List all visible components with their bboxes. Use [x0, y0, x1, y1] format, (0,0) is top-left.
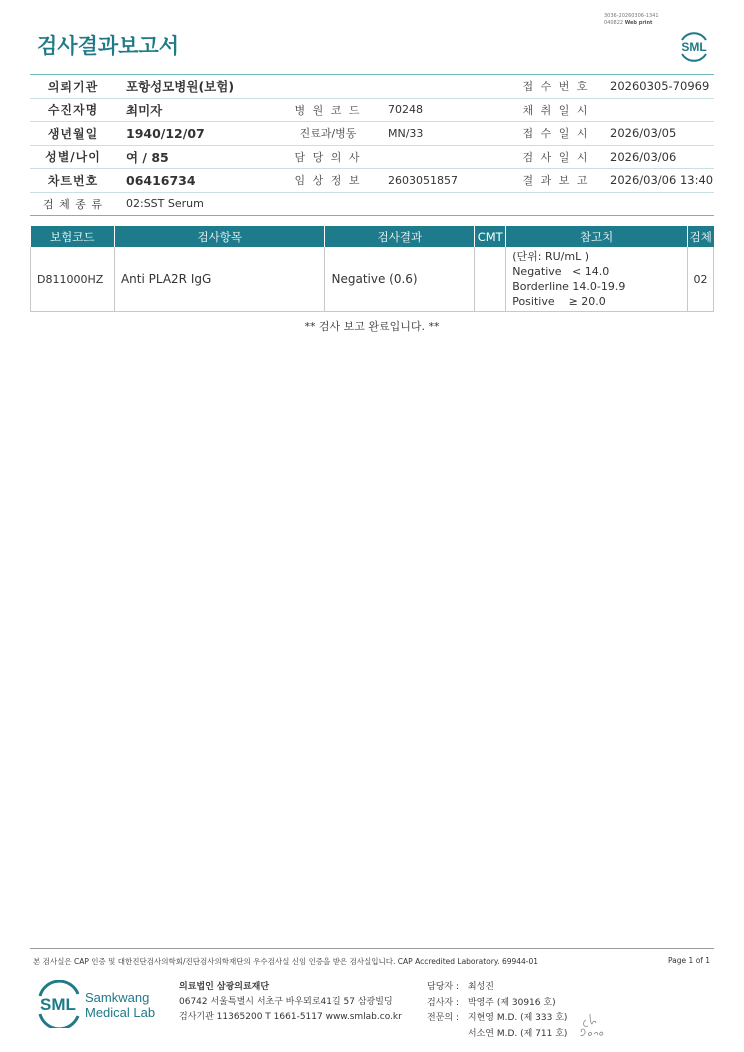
cell-cmt: [475, 247, 506, 312]
page-number: Page 1 of 1: [668, 956, 711, 965]
footer-logo-mark: SML: [40, 995, 76, 1014]
staff-row: [427, 996, 567, 1012]
label-sex-age: 성별/나이: [45, 150, 101, 165]
header-test-result: 검사결과: [325, 226, 475, 247]
staff-role: 검사자 :: [427, 997, 459, 1008]
results-header-row: [31, 226, 714, 247]
staff-role: 전문의 :: [427, 1013, 459, 1023]
staff-name: 서소연 M.D. (제 711 호): [467, 1028, 568, 1039]
cell-specimen: 02: [688, 247, 714, 312]
footer-org-address: 06742 서울특별시 서초구 바우뫼로41길 57 삼광빌딩: [179, 997, 393, 1007]
label-requesting-org: 의뢰기관: [47, 79, 99, 94]
footer-divider: [30, 948, 714, 949]
value-receipt-date: 2026/03/05: [610, 126, 677, 141]
info-row-5: [30, 169, 714, 193]
footer-logo-name2: Medical Lab: [85, 1005, 156, 1020]
label-patient-name: 수진자명: [47, 103, 99, 118]
print-code: 3036-20260306-1341 040822 Web print: [604, 13, 659, 26]
header-specimen: 검체: [688, 226, 714, 247]
sml-logo-icon: [676, 28, 712, 64]
value-sex-age: 여 / 85: [126, 149, 169, 165]
label-receipt-date: 접 수 일 시: [522, 127, 590, 141]
value-clinical-info: 2603051857: [388, 173, 458, 187]
value-chart-no: 06416734: [126, 172, 196, 188]
value-receipt-no: 20260305-70969: [610, 79, 710, 94]
staff-name: 박영주 (제 30916 호): [467, 997, 556, 1008]
value-department: MN/33: [388, 126, 424, 140]
ref-borderline: Borderline 14.0-19.9: [512, 280, 626, 293]
value-birthdate: 1940/12/07: [126, 125, 205, 141]
sml-logo-text: SML: [681, 40, 707, 54]
patient-info-table: [30, 74, 714, 216]
header-test-item: 검사항목: [114, 226, 325, 247]
value-specimen-type: 02:SST Serum: [126, 197, 204, 211]
cell-test-item: Anti PLA2R IgG: [114, 247, 325, 312]
staff-row: [427, 1027, 567, 1043]
staff-row: [427, 980, 567, 996]
cell-reference: [506, 247, 688, 312]
value-patient-name: 최미자: [126, 102, 163, 118]
label-report-date: 결 과 보 고: [522, 174, 590, 188]
label-receipt-no: 접 수 번 호: [522, 80, 590, 94]
report-complete-text: ** 검사 보고 완료입니다. **: [304, 320, 440, 333]
label-chart-no: 차트번호: [47, 173, 99, 188]
info-row-3: [30, 122, 714, 146]
value-report-date: 2026/03/06 13:40: [610, 173, 714, 188]
ref-negative: Negative < 14.0: [512, 265, 610, 278]
info-row-1: [30, 75, 714, 99]
ref-unit: (단위: RU/mL ): [512, 250, 589, 263]
value-test-date: 2026/03/06: [610, 149, 677, 164]
signature-icon: [578, 1010, 614, 1040]
label-test-date: 검 사 일 시: [522, 150, 590, 164]
results-table: [30, 226, 714, 312]
page-title: 검사결과보고서: [37, 34, 180, 58]
cell-test-result: Negative (0.6): [325, 247, 475, 312]
value-requesting-org: 포항성모병원(보험): [126, 79, 235, 95]
header-insurance-code: 보험코드: [31, 226, 115, 247]
staff-role: 담당자 :: [427, 982, 459, 992]
footer-logo-name1: Samkwang: [85, 990, 150, 1005]
info-row-4: [30, 146, 714, 170]
label-clinical-info: 임 상 정 보: [294, 174, 362, 188]
footer-org-contact: 검사기관 11365200 T 1661-5117 www.smlab.co.kr: [179, 1012, 402, 1022]
label-hospital-code: 병 원 코 드: [294, 103, 362, 117]
value-hospital-code: 70248: [388, 103, 423, 117]
footer-accreditation-note: 본 검사실은 CAP 인증 및 대한진단검사의학회/진단검사의학재단의 우수검사실 신임 인증을 받은 검사실입니다. CAP Accredited Laboratory. 69944-01: [33, 957, 539, 966]
footer-org-info: [179, 980, 402, 1025]
cell-insurance-code: D811000HZ: [31, 247, 115, 312]
header-reference: 참고치: [506, 226, 688, 247]
staff-name: 최성진: [467, 982, 494, 992]
label-department: 진료과/병동: [299, 127, 357, 141]
table-row: [31, 247, 714, 312]
info-row-6: [30, 193, 714, 217]
staff-name: 지현영 M.D. (제 333 호): [467, 1013, 568, 1023]
ref-positive: Positive ≥ 20.0: [512, 295, 606, 308]
samkwang-logo-icon: [38, 980, 158, 1028]
label-birthdate: 생년월일: [47, 126, 99, 141]
header-cmt: CMT: [475, 226, 506, 247]
footer-org-name: 의료법인 삼광의료재단: [179, 982, 270, 992]
label-physician: 담 당 의 사: [294, 150, 362, 164]
footer-staff: [427, 980, 567, 1042]
info-row-2: [30, 99, 714, 123]
label-specimen-type: 검 체 종 류: [43, 197, 103, 211]
label-collection-date: 채 취 일 시: [522, 103, 590, 117]
staff-row: [427, 1011, 567, 1027]
